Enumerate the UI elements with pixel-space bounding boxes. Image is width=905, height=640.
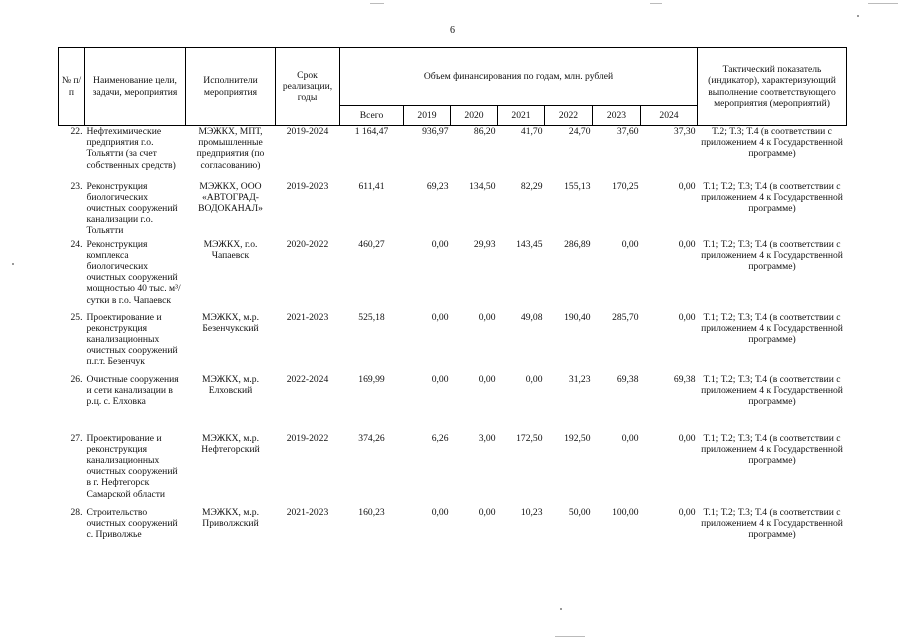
row-executors: МЭЖКХ, г.о. Чапаевск (203, 238, 258, 261)
row-value: 172,50 (516, 432, 543, 444)
row-value: 0,00 (431, 238, 449, 250)
row-total: 160,23 (358, 506, 385, 518)
row-term: 2019-2023 (286, 180, 329, 192)
scan-speck (12, 263, 14, 265)
table-row (59, 239, 847, 312)
row-term: 2021-2023 (286, 506, 329, 518)
row-total: 169,99 (358, 373, 385, 385)
header-funding: Объем финансирования по годам, млн. рублей (340, 48, 698, 106)
row-value: 0,00 (431, 311, 449, 323)
row-name: Проектирование и реконструкция канализационных очистных сооружений в г. Нефтегорск Самарской области (86, 432, 178, 500)
page-number: 6 (450, 25, 455, 36)
header-indicator: Тактический показатель (индикатор), характеризующий выполнение соответствующего мероприятия (мероприятий) (698, 48, 847, 126)
row-num: 28. (70, 506, 83, 518)
row-value: 190,40 (564, 311, 591, 323)
row-executors: МЭЖКХ, МПТ, промышленные предприятия (по согласованию) (196, 126, 265, 171)
row-name: Нефтехимические предприятия г.о. Тольятти (за счет собственных средств) (86, 126, 176, 171)
header-year: 2021 (498, 106, 545, 126)
row-value: 3,00 (478, 432, 496, 444)
scan-speck (857, 15, 859, 17)
row-value: 0,00 (478, 311, 496, 323)
scan-edge-mark (370, 3, 384, 4)
row-value: 29,93 (473, 238, 496, 250)
row-value: 50,00 (568, 506, 591, 518)
table-row (59, 312, 847, 374)
header-year: 2023 (593, 106, 641, 126)
row-num: 22. (70, 126, 83, 137)
row-indicator: Т.1; Т.2; Т.3; Т.4 (в соответствии с приложением 4 к Государственной программе) (701, 180, 843, 214)
header-year: 2019 (404, 106, 451, 126)
row-value: 143,45 (516, 238, 543, 250)
row-value: 286,89 (564, 238, 591, 250)
row-value: 192,50 (564, 432, 591, 444)
row-executors: МЭЖКХ, м.р. Приволжский (201, 506, 259, 529)
row-name: Реконструкция биологических очистных сооружений канализации г.о. Тольятти (86, 180, 178, 237)
row-value: 0,00 (478, 506, 496, 518)
row-value: 0,00 (478, 373, 496, 385)
header-total: Всего (340, 106, 404, 126)
row-value: 0,00 (431, 506, 449, 518)
table-row (59, 126, 847, 181)
row-value: 0,00 (621, 238, 639, 250)
row-executors: МЭЖКХ, ООО «АВТОГРАД-ВОДОКАНАЛ» (198, 180, 263, 214)
row-value: 49,08 (520, 311, 543, 323)
row-value: 0,00 (431, 373, 449, 385)
row-value: 155,13 (564, 180, 591, 192)
header-term: Срок реализации, годы (276, 48, 340, 126)
row-value: 37,30 (673, 126, 696, 137)
row-total: 525,18 (358, 311, 385, 323)
row-num: 24. (70, 238, 83, 250)
row-value: 6,26 (431, 432, 449, 444)
row-indicator: Т.1; Т.2; Т.3; Т.4 (в соответствии с приложением 4 к Государственной программе) (701, 238, 843, 272)
row-value: 100,00 (612, 506, 639, 518)
header-name: Наименование цели, задачи, мероприятия (85, 48, 186, 126)
scan-edge-mark (555, 636, 585, 637)
table-row (59, 433, 847, 507)
row-total: 611,41 (358, 180, 385, 192)
row-executors: МЭЖКХ, м.р. Нефтегорский (201, 432, 260, 455)
row-value: 37,60 (616, 126, 639, 137)
row-name: Строительство очистных сооружений с. Приволжье (86, 506, 178, 540)
row-value: 82,29 (520, 180, 543, 192)
financing-table (58, 47, 847, 563)
table-row (59, 507, 847, 563)
row-value: 86,20 (473, 126, 496, 137)
row-total: 1 164,47 (354, 126, 389, 137)
row-value: 0,00 (678, 506, 696, 518)
row-num: 26. (70, 373, 83, 385)
row-term: 2021-2023 (286, 311, 329, 323)
row-value: 170,25 (612, 180, 639, 192)
row-value: 69,38 (616, 373, 639, 385)
row-name: Проектирование и реконструкция канализационных очистных сооружений п.г.т. Безенчук (86, 311, 178, 368)
row-value: 69,38 (673, 373, 696, 385)
header-num: № п/п (59, 48, 85, 126)
row-executors: МЭЖКХ, м.р. Безенчукский (201, 311, 259, 334)
row-term: 2019-2024 (286, 126, 329, 137)
row-indicator: Т.1; Т.2; Т.3; Т.4 (в соответствии с приложением 4 к Государственной программе) (701, 373, 843, 407)
scan-speck (560, 608, 562, 610)
row-total: 374,26 (358, 432, 385, 444)
row-value: 69,23 (426, 180, 449, 192)
row-value: 10,23 (520, 506, 543, 518)
row-value: 0,00 (621, 432, 639, 444)
row-value: 285,70 (612, 311, 639, 323)
row-total: 460,27 (358, 238, 385, 250)
header-year: 2020 (451, 106, 498, 126)
row-value: 134,50 (469, 180, 496, 192)
table-row (59, 374, 847, 433)
row-value: 0,00 (678, 432, 696, 444)
scan-edge-mark (650, 3, 662, 4)
row-indicator: Т.1; Т.2; Т.3; Т.4 (в соответствии с приложением 4 к Государственной программе) (701, 506, 843, 540)
row-num: 25. (70, 311, 83, 323)
row-name: Очистные сооружения и сети канализации в р.ц. с. Елховка (86, 373, 179, 407)
header-year: 2022 (545, 106, 593, 126)
row-value: 41,70 (520, 126, 543, 137)
row-value: 24,70 (568, 126, 591, 137)
header-executors: Исполнители мероприятия (186, 48, 276, 126)
row-indicator: Т.1; Т.2; Т.3; Т.4 (в соответствии с приложением 4 к Государственной программе) (701, 432, 843, 466)
scan-edge-mark (868, 3, 898, 4)
row-value: 0,00 (678, 311, 696, 323)
row-value: 0,00 (678, 238, 696, 250)
row-term: 2019-2022 (286, 432, 329, 444)
row-indicator: Т.2; Т.3; Т.4 (в соответствии с приложением 4 к Государственной программе) (701, 126, 843, 160)
row-value: 31,23 (568, 373, 591, 385)
row-executors: МЭЖКХ, м.р. Елховский (201, 373, 259, 396)
row-num: 23. (70, 180, 83, 192)
row-indicator: Т.1; Т.2; Т.3; Т.4 (в соответствии с приложением 4 к Государственной программе) (701, 311, 843, 345)
row-value: 0,00 (678, 180, 696, 192)
header-year: 2024 (641, 106, 698, 126)
row-num: 27. (70, 432, 83, 444)
row-term: 2022-2024 (286, 373, 329, 385)
table-row (59, 181, 847, 239)
row-value: 0,00 (525, 373, 543, 385)
row-term: 2020-2022 (286, 238, 329, 250)
row-name: Реконструкция комплекса биологических очистных сооружений мощностью 40 тыс. м³/сутки в г.о. Чапаевск (86, 238, 181, 306)
row-value: 936,97 (422, 126, 449, 137)
